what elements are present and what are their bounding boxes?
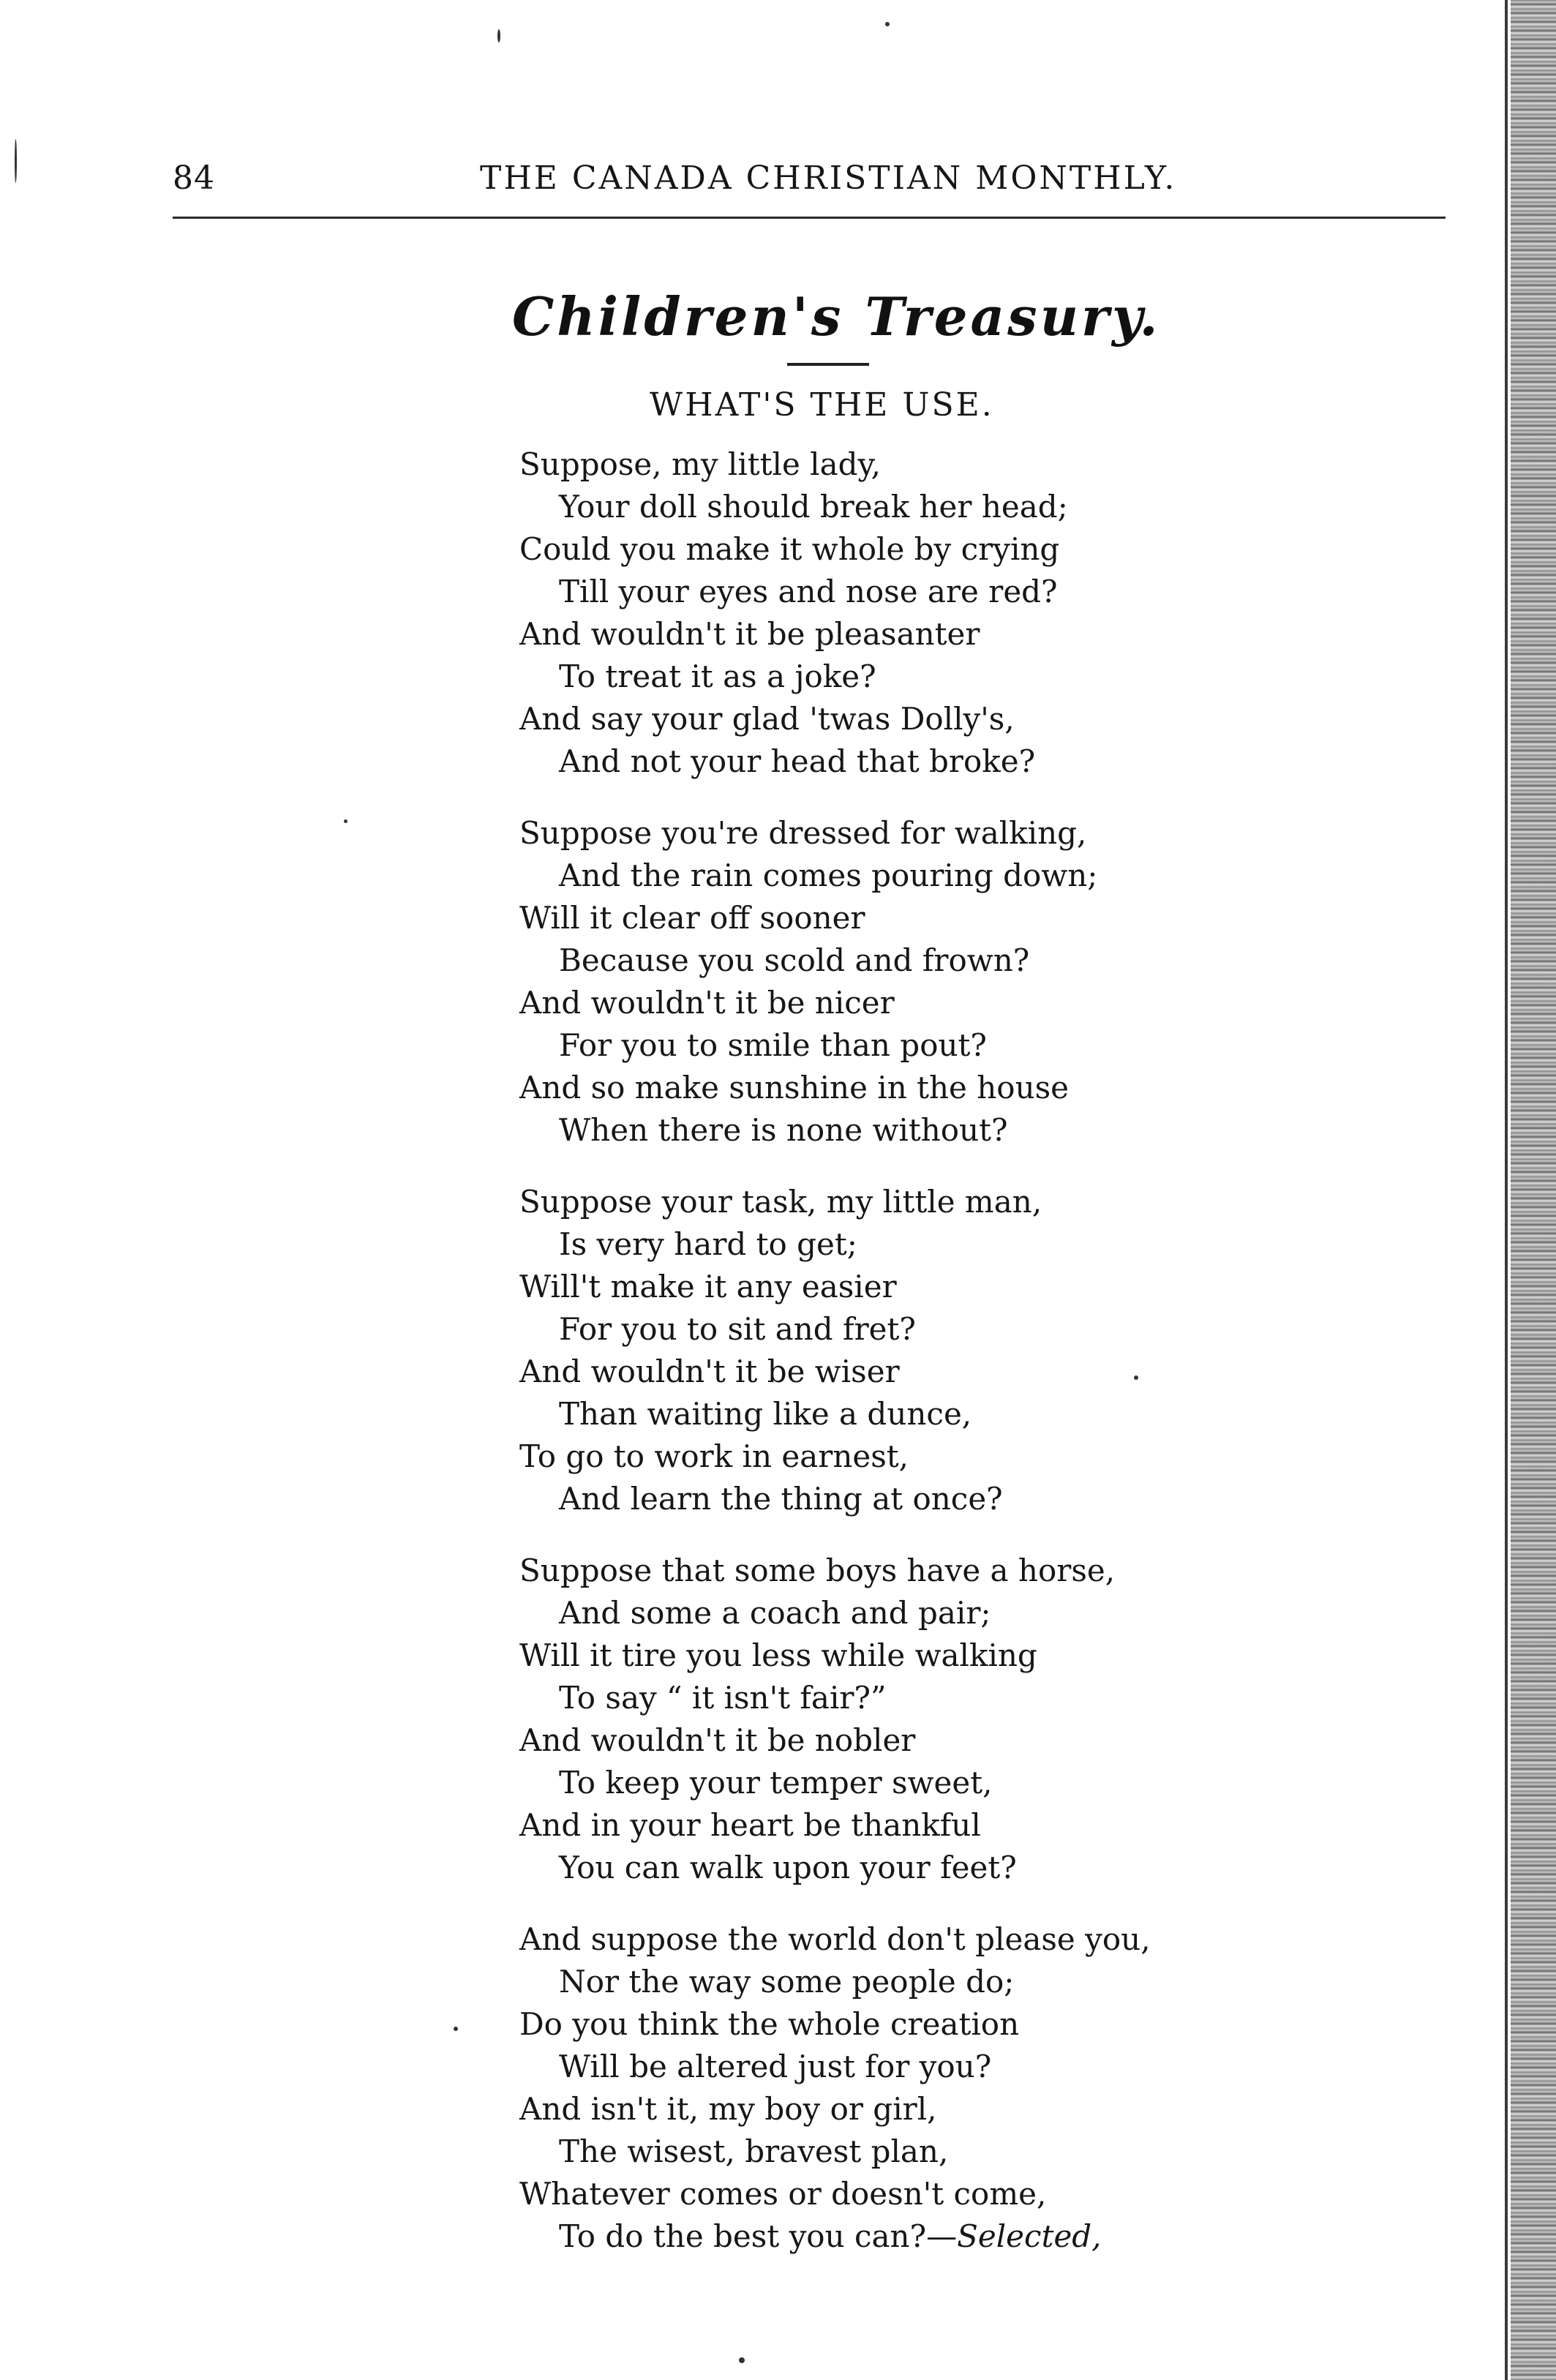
poem-line: And not your head that broke?	[559, 743, 1036, 779]
stanza	[519, 1181, 1288, 1520]
poem-line: And so make sunshine in the house	[519, 1070, 1070, 1105]
page-number: 84	[173, 159, 215, 197]
scan-speck	[739, 2357, 745, 2363]
poem-line: Will be altered just for you?	[559, 2049, 992, 2084]
poem-line-last	[519, 2215, 1288, 2258]
poem-title: WHAT'S THE USE.	[650, 386, 994, 424]
poem-line: Whatever comes or doesn't come,	[519, 2176, 1047, 2212]
poem-line: To go to work in earnest,	[519, 1438, 909, 1474]
poem-line: Suppose, my little lady,	[519, 446, 882, 482]
poem-line: To treat it as a joke?	[559, 658, 876, 694]
scan-speck	[1134, 1375, 1138, 1380]
attribution: Selected,	[957, 2218, 1102, 2254]
poem-line: For you to sit and fret?	[559, 1311, 916, 1347]
poem-line: And wouldn't it be pleasanter	[519, 616, 980, 652]
stanza	[519, 443, 1288, 783]
poem-line: Will it clear off sooner	[519, 900, 865, 936]
header-rule	[173, 217, 1446, 219]
poem-line: To say “ it isn't fair?”	[559, 1680, 887, 1716]
poem-line: Because you scold and frown?	[559, 942, 1030, 978]
section-title: Children's Treasury.	[512, 285, 1161, 348]
poem-line: And wouldn't it be nobler	[519, 1722, 916, 1758]
poem-line: The wisest, bravest plan,	[559, 2133, 949, 2169]
poem-line: Will it tire you less while walking	[519, 1637, 1037, 1673]
stanza	[519, 1550, 1288, 1889]
poem-line: And the rain comes pouring down;	[559, 857, 1098, 893]
poem-line: And wouldn't it be nicer	[519, 985, 895, 1021]
poem-line: Will't make it any easier	[519, 1269, 897, 1305]
poem-line: Nor the way some people do;	[559, 1964, 1015, 2000]
poem-line: Your doll should break her head;	[559, 489, 1068, 525]
poem-line: And suppose the world don't please you,	[519, 1921, 1151, 1957]
poem-body	[519, 443, 1288, 2287]
binding-edge	[1511, 0, 1556, 2380]
stanza	[519, 812, 1288, 1152]
poem-line: Suppose that some boys have a horse,	[519, 1553, 1116, 1588]
poem-line: Suppose you're dressed for walking,	[519, 815, 1087, 851]
scan-speck	[344, 819, 347, 823]
poem-line: And some a coach and pair;	[559, 1595, 991, 1631]
poem-line: For you to smile than pout?	[559, 1027, 987, 1063]
poem-line-text: To do the best you can?—	[559, 2218, 958, 2254]
poem-line: And learn the thing at once?	[559, 1481, 1003, 1517]
binding-edge-line	[1505, 0, 1508, 2380]
poem-line: And wouldn't it be wiser	[519, 1354, 900, 1389]
poem-line: You can walk upon your feet?	[559, 1850, 1017, 1885]
poem-line: Do you think the whole creation	[519, 2006, 1020, 2042]
poem-line: And say your glad 'twas Dolly's,	[519, 701, 1015, 737]
poem-line: Till your eyes and nose are red?	[559, 574, 1058, 609]
journal-title: THE CANADA CHRISTIAN MONTHLY.	[480, 159, 1177, 197]
poem-line: And in your heart be thankful	[519, 1807, 981, 1843]
poem-line: To keep your temper sweet,	[559, 1765, 993, 1801]
scan-speck	[454, 2027, 458, 2031]
poem-line: Could you make it whole by crying	[519, 531, 1060, 567]
scan-speck	[885, 22, 890, 26]
poem-line: And isn't it, my boy or girl,	[519, 2091, 937, 2127]
poem-line: When there is none without?	[559, 1112, 1008, 1148]
scan-speck	[15, 139, 17, 183]
title-divider	[787, 363, 869, 366]
stanza	[519, 1918, 1288, 2258]
poem-line: Suppose your task, my little man,	[519, 1184, 1042, 1220]
scan-speck	[497, 29, 500, 42]
poem-line: Than waiting like a dunce,	[559, 1396, 972, 1432]
poem-line: Is very hard to get;	[559, 1226, 857, 1262]
running-header	[173, 159, 1446, 203]
